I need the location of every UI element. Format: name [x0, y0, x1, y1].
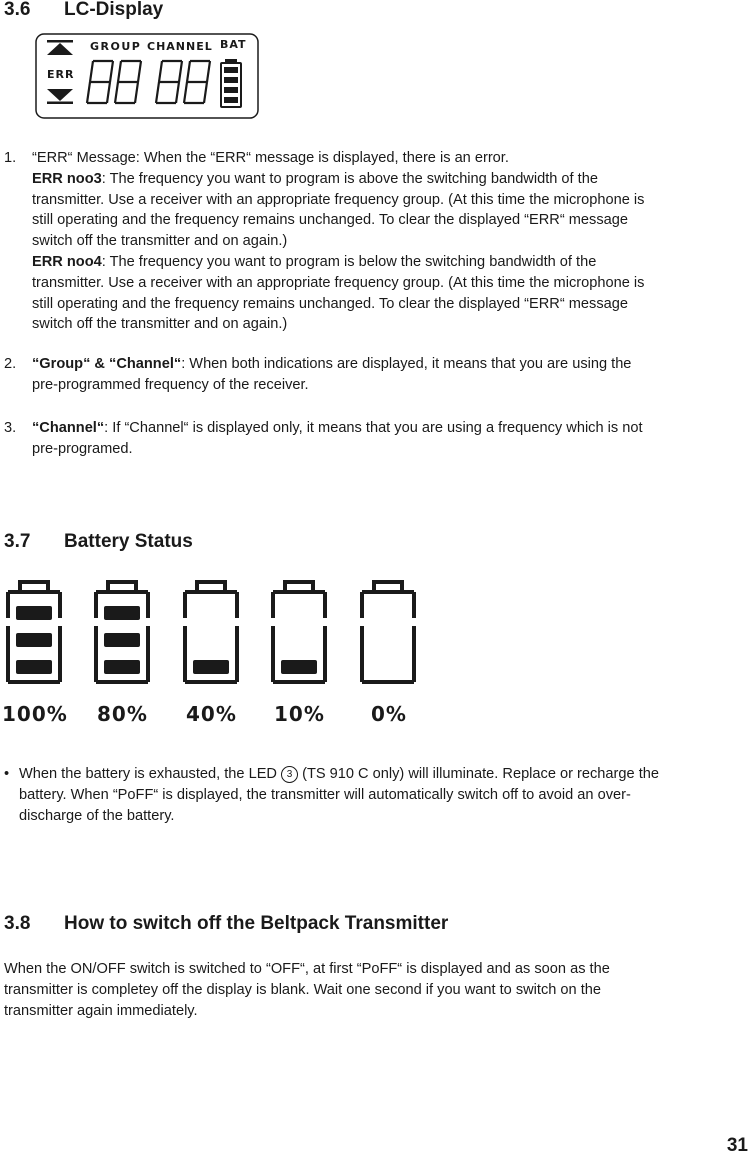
- battery-icon: [273, 582, 325, 682]
- err-noo3-text: switch off the transmitter and on again.): [32, 233, 288, 250]
- paragraph-line: transmitter is completey off the display is blank. Wait one second if you want to switch on the: [4, 981, 602, 998]
- battery-level-label: 0%: [371, 702, 407, 726]
- battery-fill-bar: [16, 606, 52, 620]
- err-noo4-text: still operating and the frequency remains unchanged. To clear the displayed “ERR“ message: [32, 295, 628, 312]
- switch-off-paragraph: [4, 959, 724, 1021]
- list-item: [4, 418, 720, 460]
- battery-fill-bar: [104, 606, 140, 620]
- section-number: 3.7: [4, 531, 31, 552]
- led-number-badge: 3: [281, 766, 298, 783]
- page-number: 31: [726, 1135, 748, 1156]
- battery-fill-bar: [104, 633, 140, 647]
- battery-status-illustration: [0, 578, 440, 688]
- section-title: LC-Display: [64, 0, 164, 20]
- battery-level-label: 100%: [2, 702, 68, 726]
- err-noo4-text: switch off the transmitter and on again.): [32, 316, 288, 333]
- battery-level-label: 40%: [186, 702, 237, 726]
- err-noo3-text: : The frequency you want to program is above the switching bandwidth of the: [101, 170, 598, 187]
- bullet-marker: •: [4, 766, 10, 782]
- group-channel-label: “Group“ & “Channel“: [32, 356, 182, 372]
- battery-fill-bar: [16, 633, 52, 647]
- battery-note-text: (TS 910 C only) will illuminate. Replace or recharge the: [298, 766, 659, 782]
- group-channel-text: pre-programmed frequency of the receiver.: [32, 376, 309, 393]
- section-title: How to switch off the Beltpack Transmitter: [64, 913, 449, 934]
- battery-note-text: battery. When “PoFF“ is displayed, the transmitter will automatically switch off to avoid an over-: [19, 786, 631, 803]
- battery-fill-bar: [16, 660, 52, 674]
- lcd-display-illustration: [35, 33, 259, 119]
- battery-icon: [185, 582, 237, 682]
- group-channel-text: : When both indications are displayed, it means that you are using the: [181, 356, 632, 372]
- battery-fill-bar: [193, 660, 229, 674]
- err-noo4-text: : The frequency you want to program is below the switching bandwidth of the: [101, 253, 597, 270]
- battery-note-text: When the battery is exhausted, the LED: [19, 766, 282, 782]
- section-title: Battery Status: [64, 531, 193, 552]
- err-noo3-label: ERR noo3: [32, 170, 102, 187]
- battery-icon: [96, 582, 148, 682]
- battery-body: [362, 592, 414, 682]
- err-noo4-text: transmitter. Use a receiver with an appropriate frequency group. (At this time the microphone is: [32, 274, 645, 291]
- battery-fill-bar: [281, 660, 317, 674]
- section-heading-3-7: [4, 531, 193, 553]
- lcd-channel-label: CHANNEL: [147, 40, 213, 53]
- section-number: 3.8: [4, 913, 31, 934]
- section-heading-3-6: [4, 0, 163, 21]
- list-marker: 2.: [4, 356, 17, 372]
- err-intro: “ERR“ Message: When the “ERR“ message is displayed, there is an error.: [32, 150, 509, 166]
- channel-text: pre-programed.: [32, 440, 133, 457]
- lcd-bat-label: BAT: [220, 38, 247, 51]
- battery-level-label: 80%: [97, 702, 148, 726]
- battery-level-label: 10%: [274, 702, 325, 726]
- err-noo4-label: ERR noo4: [32, 253, 102, 270]
- lcd-group-label: GROUP: [90, 40, 142, 53]
- channel-text: : If “Channel“ is displayed only, it means that you are using a frequency which is not: [104, 420, 643, 436]
- list-marker: 1.: [4, 150, 17, 166]
- battery-icon: [8, 582, 60, 682]
- list-item: [4, 354, 720, 396]
- lcd-err-label: ERR: [47, 68, 75, 81]
- paragraph-line: When the ON/OFF switch is switched to “OFF“, at first “PoFF“ is displayed and as soon as the: [4, 961, 610, 977]
- channel-label: “Channel“: [32, 420, 105, 436]
- list-item: [4, 148, 720, 335]
- section-number: 3.6: [4, 0, 31, 20]
- list-marker: 3.: [4, 420, 17, 436]
- battery-note-text: discharge of the battery.: [19, 807, 175, 824]
- battery-icon: [362, 582, 414, 682]
- battery-fill-bar: [104, 660, 140, 674]
- err-noo3-text: still operating and the frequency remains unchanged. To clear the displayed “ERR“ message: [32, 212, 628, 229]
- err-noo3-text: transmitter. Use a receiver with an appropriate frequency group. (At this time the microphone is: [32, 191, 645, 208]
- bullet-item: [4, 764, 720, 826]
- paragraph-line: transmitter again immediately.: [4, 1002, 198, 1019]
- section-heading-3-8: [4, 913, 448, 935]
